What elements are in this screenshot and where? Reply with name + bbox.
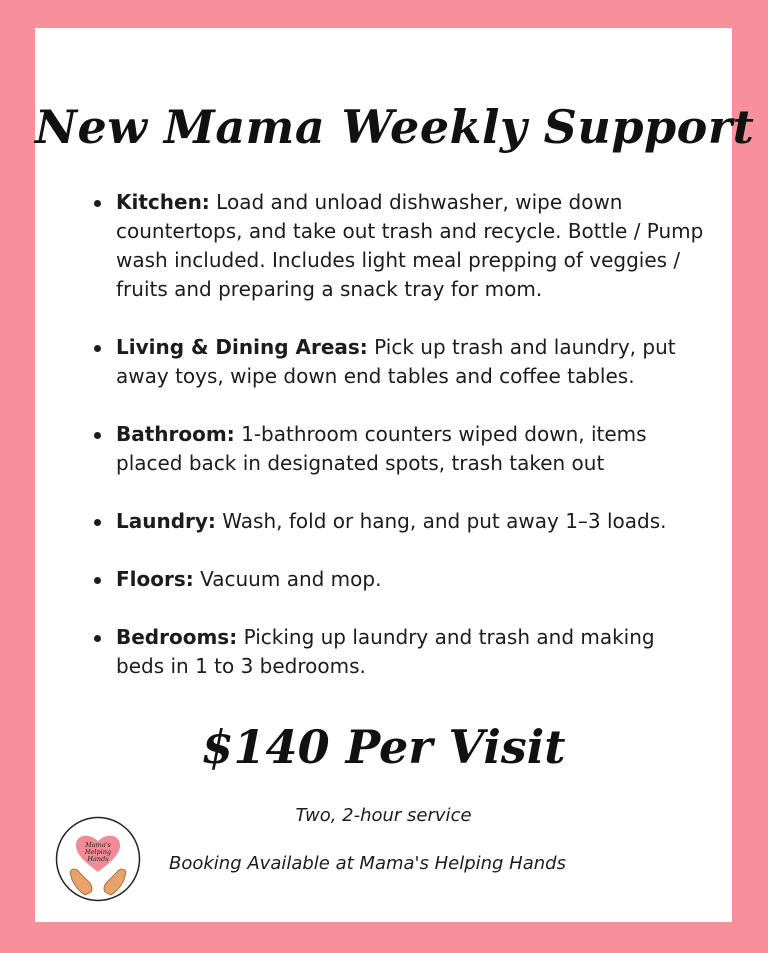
flyer-title: New Mama Weekly Support <box>35 100 755 154</box>
service-label: Floors: <box>116 567 194 591</box>
logo-text-line: Hands <box>87 855 109 863</box>
service-item-bedrooms <box>93 623 705 681</box>
service-label: Laundry: <box>116 509 216 533</box>
booking-info: Booking Available at Mama's Helping Hands <box>169 853 566 874</box>
service-item-floors <box>93 565 705 594</box>
service-label: Living & Dining Areas: <box>116 335 368 359</box>
service-label: Bedrooms: <box>116 625 238 649</box>
service-label: Bathroom: <box>116 422 235 446</box>
price-heading: $140 Per Visit <box>201 720 566 774</box>
service-description: Pick up trash and laundry, put away toys, wipe down end tables and coffee tables. <box>116 335 676 388</box>
service-item-laundry <box>93 507 705 536</box>
service-duration: Two, 2-hour service <box>295 805 472 826</box>
services-list <box>93 188 705 710</box>
service-item-bathroom <box>93 420 705 478</box>
service-description: Picking up laundry and trash and making beds in 1 to 3 bedrooms. <box>116 625 655 678</box>
service-item-kitchen <box>93 188 705 304</box>
service-item-living-dining <box>93 333 705 391</box>
logo-text-line: Mama's <box>85 841 111 849</box>
service-description: Vacuum and mop. <box>200 567 382 591</box>
service-description: 1-bathroom counters wiped down, items placed back in designated spots, trash taken out <box>116 422 647 475</box>
service-label: Kitchen: <box>116 190 210 214</box>
heart-with-hands-icon <box>55 816 141 902</box>
service-description: Load and unload dishwasher, wipe down countertops, and take out trash and recycle. Bottle / Pump wash included. Includes light meal prepping of veggies / fruits and preparing a snack tray for mom. <box>116 190 704 301</box>
logo-text-line: Helping <box>84 848 112 856</box>
service-description: Wash, fold or hang, and put away 1–3 loads. <box>222 509 667 533</box>
flyer-card <box>35 28 755 922</box>
